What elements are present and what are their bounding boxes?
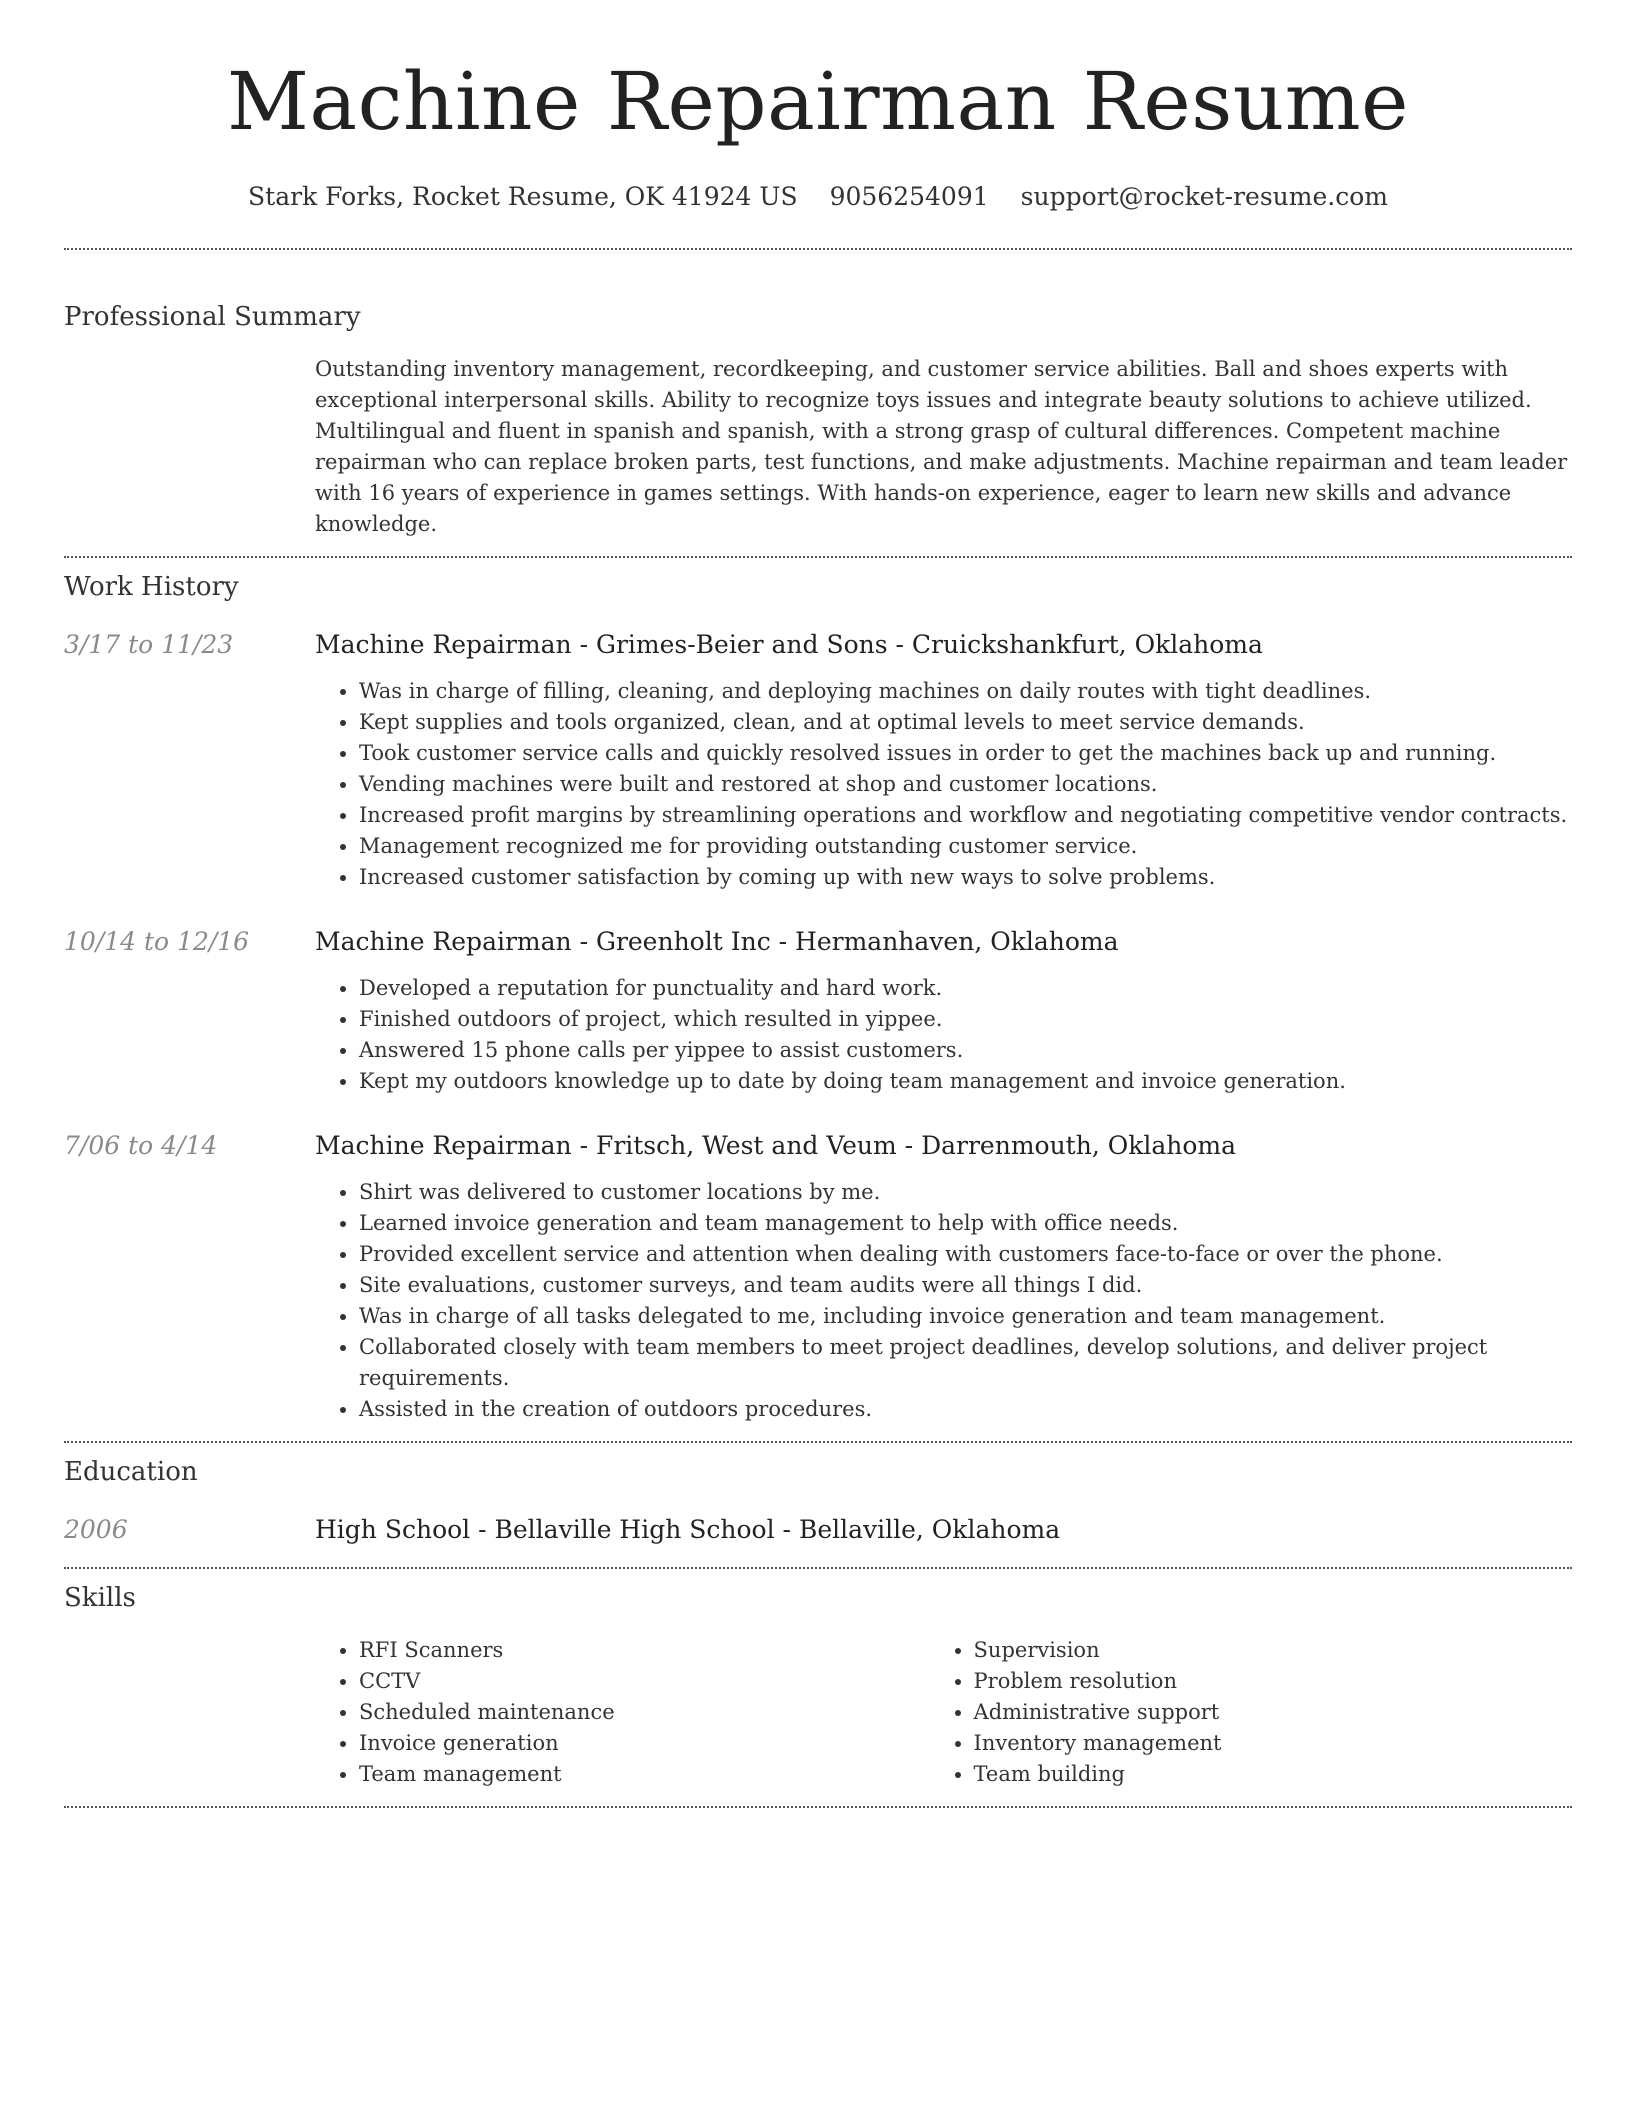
divider	[64, 1441, 1572, 1443]
skill-item: • Administrative support	[974, 1697, 1572, 1728]
summary-row	[64, 354, 1572, 540]
resume-title: Machine Repairman Resume	[227, 55, 1409, 148]
list-item: • Developed a reputation for punctuality and hard work.	[359, 973, 1572, 1004]
list-item: • Finished outdoors of project, which resulted in yippee.	[359, 1004, 1572, 1035]
skill-item: • Supervision	[974, 1635, 1572, 1666]
contact-line	[64, 180, 1572, 214]
job-details	[315, 628, 1572, 893]
job-title: Machine Repairman - Grimes-Beier and Sons - Cruickshankfurt, Oklahoma	[315, 630, 1263, 659]
contact-address: Stark Forks, Rocket Resume, OK 41924 US	[248, 182, 798, 211]
summary-heading: Professional Summary	[64, 302, 361, 332]
job-details	[315, 1129, 1572, 1425]
education-entry	[64, 1513, 1572, 1547]
skill-item: • CCTV	[359, 1666, 930, 1697]
summary-section	[64, 300, 1572, 540]
job-dates: 3/17 to 11/23	[64, 630, 234, 659]
list-item: • Answered 15 phone calls per yippee to assist customers.	[359, 1035, 1572, 1066]
job-details	[315, 925, 1572, 1097]
list-item: • Provided excellent service and attention when dealing with customers face-to-face or over the phone.	[359, 1239, 1572, 1270]
skills-heading: Skills	[64, 1583, 136, 1613]
job-bullets	[315, 973, 1572, 1097]
education-section	[64, 1455, 1572, 1547]
divider	[64, 1806, 1572, 1808]
job-dates: 7/06 to 4/14	[64, 1131, 218, 1160]
job-bullets	[315, 1177, 1572, 1425]
divider	[64, 1567, 1572, 1569]
contact-phone: 9056254091	[829, 182, 989, 211]
list-item: • Collaborated closely with team members to meet project deadlines, develop solutions, and deliver project requirements.	[359, 1332, 1572, 1394]
list-item: • Kept supplies and tools organized, clean, and at optimal levels to meet service demands.	[359, 707, 1572, 738]
list-item: • Increased customer satisfaction by coming up with new ways to solve problems.	[359, 862, 1572, 893]
job-title: Machine Repairman - Fritsch, West and Veum - Darrenmouth, Oklahoma	[315, 1131, 1237, 1160]
job-entry	[64, 628, 1572, 893]
job-entry	[64, 925, 1572, 1097]
skills-columns	[315, 1635, 1572, 1790]
list-item: • Was in charge of all tasks delegated to me, including invoice generation and team management.	[359, 1301, 1572, 1332]
education-heading: Education	[64, 1457, 198, 1487]
list-item: • Kept my outdoors knowledge up to date by doing team management and invoice generation.	[359, 1066, 1572, 1097]
education-title: High School - Bellaville High School - Bellaville, Oklahoma	[315, 1515, 1061, 1544]
summary-text: Outstanding inventory management, recordkeeping, and customer service abilities. Ball and shoes experts with exceptional interpersonal skills. Ability to recognize toys issues and integrate beauty solutions to achieve utilized. Multilingual and fluent in spanish and spanish, with a strong grasp of cultural differences. Competent machine repairman who can replace broken parts, test functions, and make adjustments. Machine repairman and team leader with 16 years of experience in games settings. With hands-on experience, eager to learn new skills and advance knowledge.	[315, 357, 1568, 536]
list-item: • Took customer service calls and quickly resolved issues in order to get the machines back up and running.	[359, 738, 1572, 769]
skill-item: • Scheduled maintenance	[359, 1697, 930, 1728]
job-title: Machine Repairman - Greenholt Inc - Hermanhaven, Oklahoma	[315, 927, 1119, 956]
skills-list-left	[315, 1635, 930, 1790]
list-item: • Shirt was delivered to customer locations by me.	[359, 1177, 1572, 1208]
skill-item: • Team management	[359, 1759, 930, 1790]
divider	[64, 556, 1572, 558]
contact-email[interactable]: support@rocket-resume.com	[1020, 182, 1388, 211]
list-item: • Increased profit margins by streamlining operations and workflow and negotiating competitive vendor contracts.	[359, 800, 1572, 831]
skill-item: • Invoice generation	[359, 1728, 930, 1759]
divider	[64, 248, 1572, 250]
skill-item: • Inventory management	[974, 1728, 1572, 1759]
resume-page	[64, 0, 1572, 1808]
skill-item: • RFI Scanners	[359, 1635, 930, 1666]
skills-list-right	[930, 1635, 1572, 1790]
list-item: • Management recognized me for providing outstanding customer service.	[359, 831, 1572, 862]
job-dates: 10/14 to 12/16	[64, 927, 250, 956]
list-item: • Was in charge of filling, cleaning, and deploying machines on daily routes with tight deadlines.	[359, 676, 1572, 707]
list-item: • Assisted in the creation of outdoors procedures.	[359, 1394, 1572, 1425]
list-item: • Learned invoice generation and team management to help with office needs.	[359, 1208, 1572, 1239]
job-bullets	[315, 676, 1572, 893]
skills-section	[64, 1581, 1572, 1790]
job-entry	[64, 1129, 1572, 1425]
work-history-heading: Work History	[64, 572, 239, 602]
work-history-section	[64, 570, 1572, 1425]
education-year: 2006	[64, 1515, 128, 1544]
list-item: • Site evaluations, customer surveys, and team audits were all things I did.	[359, 1270, 1572, 1301]
skills-row	[64, 1635, 1572, 1790]
list-item: • Vending machines were built and restored at shop and customer locations.	[359, 769, 1572, 800]
skill-item: • Team building	[974, 1759, 1572, 1790]
skill-item: • Problem resolution	[974, 1666, 1572, 1697]
